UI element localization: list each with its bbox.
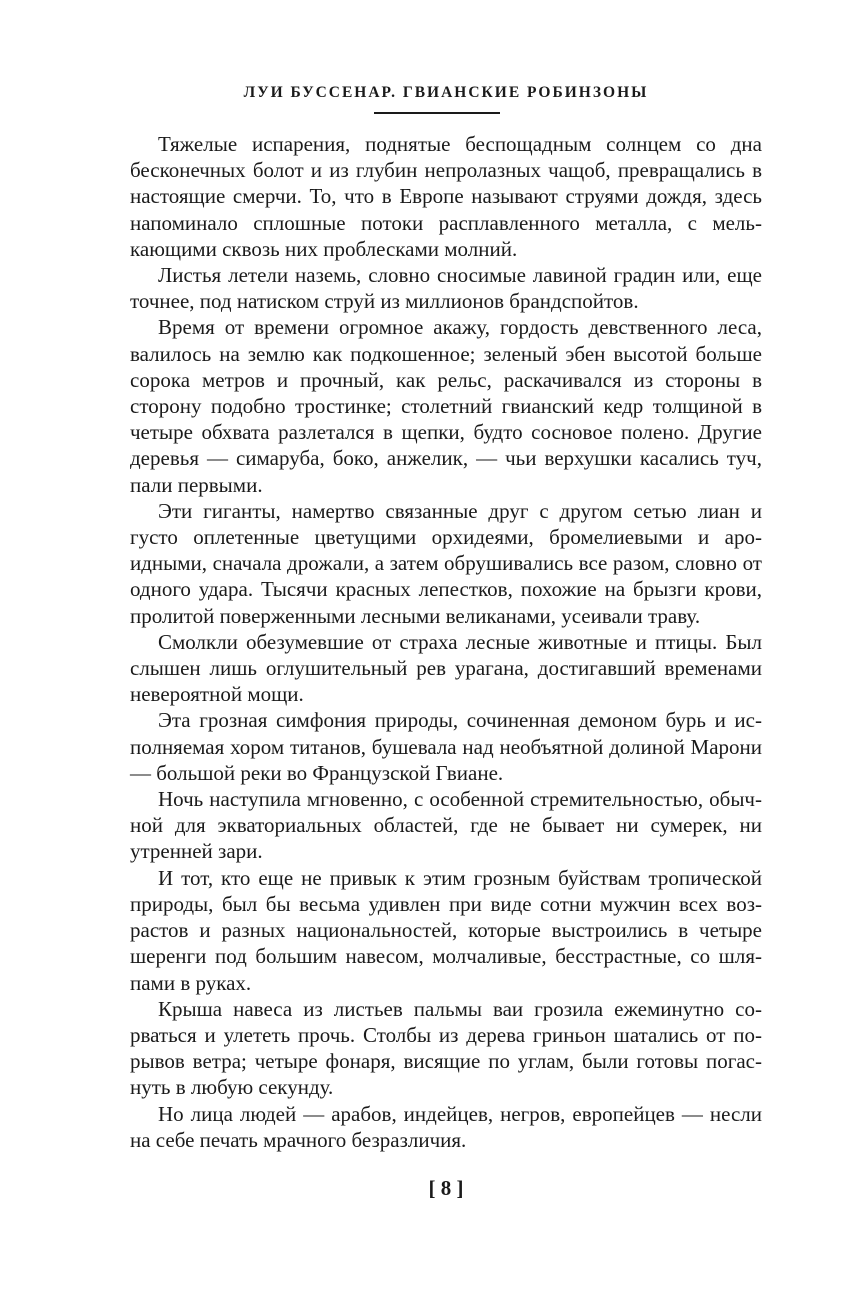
paragraph: Листья летели наземь, словно сносимые лавиной градин или, еще точнее, под натиском струй из миллионов брандспойтов.	[130, 263, 762, 314]
page-number: [ 8 ]	[428, 1176, 464, 1200]
running-head-title: ЛУИ БУССЕНАР. ГВИАНСКИЕ РОБИНЗОНЫ	[243, 84, 649, 101]
paragraph: Тяжелые испарения, поднятые беспощадным солнцем со дна бесконечных болот и из глубин непролазных чащоб, превращались в настоящие смерчи. То, что в Европе называют струями дождя, здесь напоминало сплошные потоки расплавленного металла, с мелькающими сквозь них проблесками молний.	[130, 132, 762, 261]
paragraph: Но лица людей — арабов, индейцев, негров, европейцев — несли на себе печать мрачного безразличия.	[130, 1101, 762, 1152]
paragraph: Смолкли обезумевшие от страха лесные животные и птицы. Был слышен лишь оглушительный рев урагана, достигавший временами невероятной мощи.	[130, 629, 762, 707]
body-text	[130, 131, 762, 1153]
header-rule	[374, 112, 500, 114]
paragraph: Эта грозная симфония природы, сочиненная демоном бурь и исполняемая хором титанов, бушевала над необъятной долиной Марони — большой реки во Французской Гвиане.	[130, 708, 762, 785]
paragraph: Крыша навеса из листьев пальмы ваи грозила ежеминутно сорваться и улететь прочь. Столбы из дерева гриньон шатались от порывов ветра; четыре фонаря, висящие по углам, были готовы погаснуть в любую секунду.	[130, 996, 762, 1100]
paragraph: Ночь наступила мгновенно, с особенной стремительностью, обычной для экваториальных областей, где не бывает ни сумерек, ни утренней зари.	[130, 787, 762, 864]
paragraph: Эти гиганты, намертво связанные друг с другом сетью лиан и густо оплетенные цветущими орхидеями, бромелиевыми и ароидными, сначала дрожали, а затем обрушивались все разом, словно от одного удара. Тысячи красных лепестков, похожие на брызги крови, пролитой поверженными лесными великанами, усеивали траву.	[130, 498, 762, 628]
paragraph: И тот, кто еще не привык к этим грозным буйствам тропической природы, был бы весьма удивлен при виде сотни мужчин всех возрастов и разных национальностей, которые выстроились в четыре шеренги под большим навесом, молчаливые, бесстрастные, со шляпами в руках.	[130, 865, 762, 995]
paragraph: Время от времени огромное акажу, гордость девственного леса, валилось на землю как подкошенное; зеленый эбен высотой больше сорока метров и прочный, как рельс, раскачивался из стороны в сторону подобно тростинке; столетний гвианский кедр толщиной в четыре обхвата разлетался в щепки, будто сосновое полено. Другие деревья — симаруба, боко, анжелик, — чьи верхушки касались туч, пали первыми.	[130, 315, 762, 497]
